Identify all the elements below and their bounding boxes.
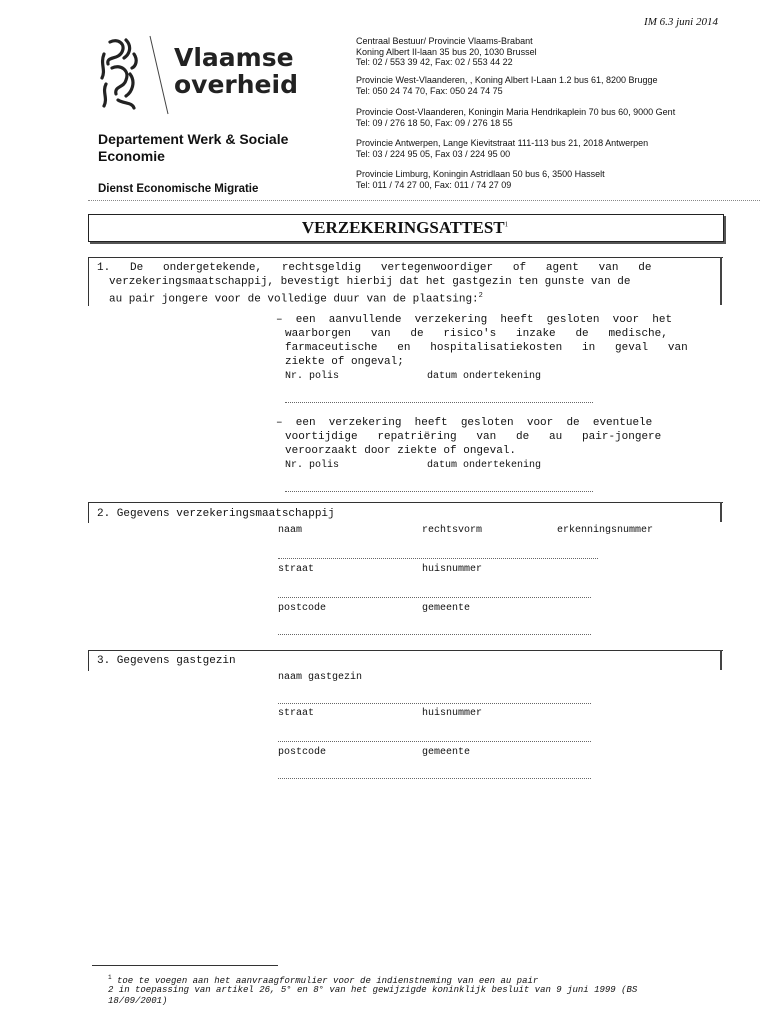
bullet-aanvullende-verzekering: – een aanvullende verzekering heeft gesloten voor het waarborgen van de risico's inzake de medische, farmaceutische en hospitalisatiekosten in geval van ziekte of ongeval; (276, 314, 688, 368)
host-straat-label: straat (278, 708, 315, 719)
polis-field-2[interactable] (285, 491, 593, 492)
header-divider (88, 200, 760, 201)
polis-field-1[interactable] (285, 402, 593, 403)
address-west-vlaanderen: Provincie West-Vlaanderen, , Koning Albert I-Laan 1.2 bus 61, 8200 Brugge Tel: 050 24 74 70, Fax: 050 24 74 75 (356, 75, 658, 96)
footnote-divider (92, 965, 278, 966)
logo-text-line2: overheid (174, 70, 298, 99)
bullet-repatriering: – een verzekering heeft gesloten voor de eventuele voortijdige repatriëring van de au pair-jongere veroorzaakt door ziekte of ongeval. (276, 417, 662, 457)
page-title: VERZEKERINGSATTEST$^1$ (301, 218, 509, 237)
section3-frame-shadow (720, 650, 722, 670)
form-reference: IM 6.3 juni 2014 (644, 16, 718, 28)
insurer-straat-field[interactable] (278, 597, 591, 598)
section1-frame-shadow (720, 257, 722, 305)
address-antwerpen: Provincie Antwerpen, Lange Kievitstraat 111-113 bus 21, 2018 Antwerpen Tel: 03 / 224 95 05, Fax 03 / 224 95 00 (356, 138, 649, 159)
host-postcode-label: postcode (278, 747, 327, 758)
section2-frame-shadow (720, 502, 722, 522)
logo (96, 34, 296, 116)
host-straat-field[interactable] (278, 741, 591, 742)
address-limburg: Provincie Limburg, Koningin Astridlaan 50 bus 6, 3500 Hasselt Tel: 011 / 74 27 00, Fax: 011 / 74 27 09 (356, 169, 605, 190)
insurer-rechtsvorm-label: rechtsvorm (422, 525, 483, 536)
insurer-erkenningsnummer-label: erkenningsnummer (557, 525, 654, 536)
section1-footnote-ref: 2 (478, 292, 483, 300)
host-gemeente-label: gemeente (422, 747, 471, 758)
footnote-1: $^1$ toe te voegen aan het aanvraagformulier voor de indienstneming van een au pair (108, 974, 539, 986)
host-naam-field[interactable] (278, 703, 591, 704)
department-name: Departement Werk & Sociale Economie (98, 131, 289, 164)
insurer-huisnummer-label: huisnummer (422, 564, 483, 575)
address-central: Centraal Bestuur/ Provincie Vlaams-Brabant Koning Albert II-laan 35 bus 20, 1030 Brussel Tel: 02 / 553 39 42, Fax: 02 / 553 44 22 (356, 36, 537, 67)
datum-label-2: datum ondertekening (427, 460, 542, 471)
insurer-gemeente-label: gemeente (422, 603, 471, 614)
address-oost-vlaanderen: Provincie Oost-Vlaanderen, Koningin Maria Hendrikaplein 70 bus 60, 9000 Gent Tel: 09 / 276 18 50, Fax: 09 / 276 18 55 (356, 107, 676, 128)
datum-label-1: datum ondertekening (427, 371, 542, 382)
polis-label-1: Nr. polis (285, 371, 340, 382)
insurer-postcode-field[interactable] (278, 634, 591, 635)
insurer-postcode-label: postcode (278, 603, 327, 614)
section1-text: 1. De ondergetekende, rechtsgeldig vertegenwoordiger of agent van de verzekeringsmaatschappij, bevestigt hierbij dat het gastgezin ten gunste van de au pair jongere voor de volledige duur van de plaatsing:$^2$ (97, 262, 652, 306)
insurer-naam-field[interactable] (278, 558, 598, 559)
polis-label-2: Nr. polis (285, 460, 340, 471)
flemish-lion-icon (96, 34, 156, 114)
title-footnote-ref: 1 (504, 220, 509, 229)
footnote-2: 2 in toepassing van artikel 26, 5° en 8° van het gewijzigde koninklijk besluit van 9 juni 1999 (BS 18/09/2001) (108, 985, 638, 1006)
insurer-naam-label: naam (278, 525, 303, 536)
host-postcode-field[interactable] (278, 778, 591, 779)
service-name: Dienst Economische Migratie (98, 183, 259, 195)
host-huisnummer-label: huisnummer (422, 708, 483, 719)
insurer-straat-label: straat (278, 564, 315, 575)
host-naam-label: naam gastgezin (278, 672, 363, 683)
logo-divider (148, 34, 170, 116)
logo-text-line1: Vlaamse (174, 43, 294, 72)
section3-title: 3. Gegevens gastgezin (97, 655, 236, 667)
section2-title: 2. Gegevens verzekeringsmaatschappij (97, 508, 335, 520)
